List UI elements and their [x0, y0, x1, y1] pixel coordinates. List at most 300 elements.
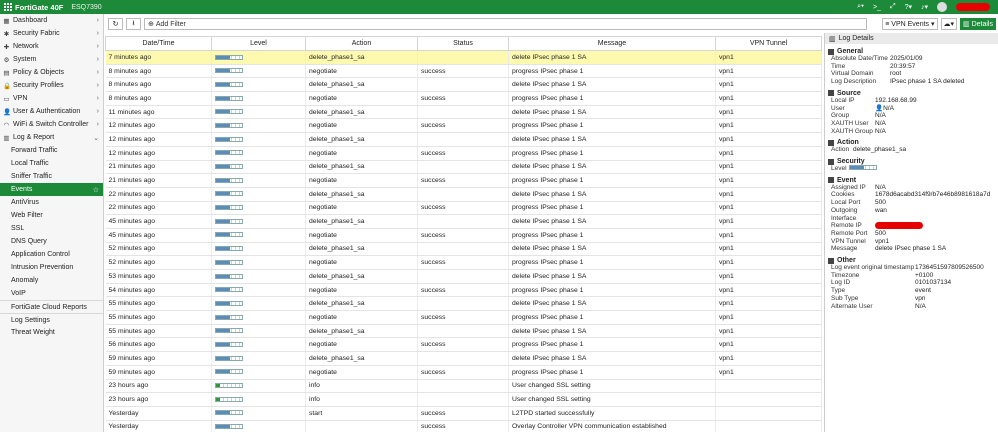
cell-action: negotiate: [306, 174, 418, 188]
sidebar-subitem-label: Anomaly: [11, 277, 39, 284]
cell-message: delete IPsec phase 1 SA: [509, 242, 716, 256]
level-fill: [216, 56, 230, 59]
detail-row: [828, 287, 995, 295]
cell-datetime: 12 minutes ago: [106, 146, 212, 160]
column-header-vpn-tunnel[interactable]: VPN Tunnel: [716, 37, 822, 51]
sidebar-subitem-local-traffic[interactable]: [0, 157, 103, 170]
sidebar-item-wifi-switch-controller[interactable]: [0, 118, 103, 131]
cell-status: [418, 393, 509, 407]
cell-level: [212, 92, 306, 106]
table-row[interactable]: [106, 420, 822, 432]
cell-datetime: 59 minutes ago: [106, 352, 212, 366]
level-fill: [850, 166, 864, 169]
detail-key: Local IP: [831, 96, 855, 104]
cell-vpn-tunnel: vpn1: [716, 174, 822, 188]
table-row[interactable]: [106, 283, 822, 297]
table-row[interactable]: [106, 242, 822, 256]
cell-message: Overlay Controller VPN communication established: [509, 420, 716, 432]
collapse-icon: [828, 49, 834, 55]
cell-datetime: 59 minutes ago: [106, 365, 212, 379]
table-row[interactable]: [106, 201, 822, 215]
log-table-container: [105, 36, 822, 432]
cell-message: progress IPsec phase 1: [509, 119, 716, 133]
cell-status: success: [418, 365, 509, 379]
detail-value: 1678d6acabd314f9/b7e46b8981618a7d: [875, 191, 991, 199]
detail-key: Time: [831, 62, 846, 70]
table-row[interactable]: [106, 174, 822, 188]
sidebar: [0, 14, 104, 432]
detail-key: Assigned IP: [831, 183, 866, 191]
redacted-remote-ip: [875, 222, 923, 229]
cell-vpn-tunnel: [716, 406, 822, 420]
sidebar-subitem-label: SSL: [11, 225, 25, 232]
detail-row: [828, 97, 995, 105]
detail-value: 0101037134: [915, 279, 952, 287]
cell-level: [212, 146, 306, 160]
sidebar-subitem-anomaly[interactable]: [0, 274, 103, 287]
sidebar-item-security-fabric[interactable]: [0, 27, 103, 40]
sidebar-subitem-fortigate-cloud-reports[interactable]: [0, 300, 103, 313]
cell-datetime: 21 minutes ago: [106, 174, 212, 188]
chevron-right-icon: ›: [96, 43, 99, 50]
cell-datetime: 55 minutes ago: [106, 311, 212, 325]
cell-message: delete IPsec phase 1 SA: [509, 133, 716, 147]
detail-key: Action: [831, 146, 850, 154]
sidebar-item-system[interactable]: [0, 53, 103, 66]
sidebar-subitem-web-filter[interactable]: [0, 209, 103, 222]
cell-status: success: [418, 311, 509, 325]
detail-row: [828, 295, 995, 303]
level-fill: [216, 110, 230, 113]
collapse-icon: [828, 177, 834, 183]
filter-bar[interactable]: [144, 18, 867, 30]
level-indicator: [215, 301, 243, 306]
table-row[interactable]: [106, 352, 822, 366]
table-row[interactable]: [106, 270, 822, 284]
section-title: Action: [837, 139, 859, 147]
detail-row: [828, 184, 995, 192]
column-header-level[interactable]: Level: [212, 37, 306, 51]
collapse-icon: [828, 140, 834, 146]
details-section-other[interactable]: [828, 257, 995, 264]
details-section-source[interactable]: [828, 90, 995, 97]
cell-message: delete IPsec phase 1 SA: [509, 270, 716, 284]
table-row[interactable]: [106, 215, 822, 229]
cell-status: success: [418, 201, 509, 215]
detail-value: wan: [875, 206, 887, 214]
cell-level: [212, 105, 306, 119]
table-row[interactable]: [106, 228, 822, 242]
cell-level: [212, 78, 306, 92]
level-fill: [216, 370, 230, 373]
detail-row: [828, 55, 995, 63]
level-indicator: [215, 82, 243, 87]
log-details-header: [825, 33, 998, 44]
cell-action: delete_phase1_sa: [306, 187, 418, 201]
vpn-icon: ▭: [3, 95, 10, 103]
help-icon[interactable]: ?▾: [904, 4, 912, 11]
log-location-dropdown[interactable]: [941, 18, 958, 30]
sidebar-item-label: Security Fabric: [13, 30, 60, 37]
cell-vpn-tunnel: vpn1: [716, 215, 822, 229]
section-title: General: [837, 48, 864, 55]
cell-vpn-tunnel: vpn1: [716, 160, 822, 174]
level-indicator: [215, 178, 243, 183]
cell-datetime: 11 minutes ago: [106, 105, 212, 119]
level-indicator: [215, 260, 243, 265]
cell-vpn-tunnel: vpn1: [716, 133, 822, 147]
cell-datetime: 8 minutes ago: [106, 78, 212, 92]
level-fill: [216, 247, 230, 250]
detail-key: Outgoing Interface: [831, 206, 858, 222]
redacted-username: [956, 3, 990, 11]
cell-datetime: 45 minutes ago: [106, 228, 212, 242]
table-row[interactable]: [106, 51, 822, 65]
table-row[interactable]: [106, 297, 822, 311]
details-toggle-button[interactable]: [960, 18, 996, 30]
details-section-general[interactable]: [828, 48, 995, 55]
table-row[interactable]: [106, 133, 822, 147]
detail-value: 192.168.68.99: [875, 96, 917, 104]
sidebar-subitem-label: DNS Query: [11, 238, 47, 245]
sidebar-item-label: WiFi & Switch Controller: [13, 121, 89, 128]
detail-row: [828, 264, 995, 272]
table-row[interactable]: [106, 324, 822, 338]
level-fill: [216, 288, 230, 291]
cell-action: negotiate: [306, 119, 418, 133]
level-indicator: [215, 356, 243, 361]
level-fill: [216, 97, 230, 100]
sidebar-subitem-forward-traffic[interactable]: [0, 144, 103, 157]
cell-level: [212, 420, 306, 432]
cell-datetime: 55 minutes ago: [106, 324, 212, 338]
sidebar-item-security-profiles[interactable]: [0, 79, 103, 92]
detail-key: Local Port: [831, 199, 861, 207]
download-button[interactable]: [126, 18, 141, 30]
cell-level: [212, 283, 306, 297]
level-fill: [216, 83, 230, 86]
sidebar-subitem-label: Local Traffic: [11, 160, 49, 167]
cell-level: [212, 352, 306, 366]
level-fill: [216, 220, 230, 223]
sidebar-subitem-events[interactable]: [0, 183, 103, 196]
level-fill: [216, 233, 230, 236]
chevron-right-icon: ›: [96, 69, 99, 76]
cell-action: delete_phase1_sa: [306, 215, 418, 229]
cell-message: delete IPsec phase 1 SA: [509, 51, 716, 65]
cell-status: success: [418, 256, 509, 270]
cell-status: [418, 133, 509, 147]
cell-status: success: [418, 338, 509, 352]
cell-action: negotiate: [306, 92, 418, 106]
vpn-events-dropdown[interactable]: [882, 18, 937, 30]
cell-vpn-tunnel: vpn1: [716, 256, 822, 270]
cell-level: [212, 64, 306, 78]
sidebar-item-user-authentication[interactable]: [0, 105, 103, 118]
detail-row: [828, 272, 995, 280]
sidebar-item-dashboard[interactable]: [0, 14, 103, 27]
vpn-events-label: VPN Events: [891, 20, 930, 28]
cell-datetime: 23 hours ago: [106, 379, 212, 393]
cell-message: progress IPsec phase 1: [509, 146, 716, 160]
refresh-icon: ↻: [112, 21, 119, 28]
cell-level: [212, 187, 306, 201]
cell-vpn-tunnel: vpn1: [716, 365, 822, 379]
sidebar-subitem-antivirus[interactable]: [0, 196, 103, 209]
level-indicator: [215, 274, 243, 279]
table-row[interactable]: [106, 119, 822, 133]
table-row[interactable]: [106, 146, 822, 160]
sidebar-subitem-threat-weight[interactable]: [0, 326, 103, 339]
detail-key: XAUTH Group: [831, 127, 873, 135]
cell-message: delete IPsec phase 1 SA: [509, 78, 716, 92]
cell-message: progress IPsec phase 1: [509, 174, 716, 188]
detail-value: event: [915, 287, 931, 295]
cell-vpn-tunnel: vpn1: [716, 51, 822, 65]
sidebar-subitem-label: Web Filter: [11, 212, 43, 219]
level-indicator: [215, 424, 243, 429]
level-indicator: [215, 191, 243, 196]
sidebar-item-label: Policy & Objects: [13, 69, 64, 76]
section-title: Other: [837, 257, 856, 265]
table-row[interactable]: [106, 393, 822, 407]
cell-vpn-tunnel: vpn1: [716, 92, 822, 106]
sidebar-subitem-dns-query[interactable]: [0, 235, 103, 248]
cell-level: [212, 242, 306, 256]
detail-value: N/A: [875, 127, 886, 135]
sidebar-item-network[interactable]: [0, 40, 103, 53]
refresh-button[interactable]: [108, 18, 123, 30]
cell-message: delete IPsec phase 1 SA: [509, 352, 716, 366]
level-indicator: [215, 123, 243, 128]
chevron-right-icon: ›: [96, 108, 99, 115]
cell-datetime: 23 hours ago: [106, 393, 212, 407]
level-fill: [216, 357, 230, 360]
detail-value: N/A: [875, 183, 886, 191]
level-fill: [216, 151, 230, 154]
table-row[interactable]: [106, 379, 822, 393]
column-header-action[interactable]: Action: [306, 37, 418, 51]
detail-value: 500: [875, 229, 886, 237]
chevron-right-icon: ›: [96, 95, 99, 102]
cell-action: delete_phase1_sa: [306, 78, 418, 92]
detail-row: [828, 128, 995, 136]
detail-row: [828, 112, 995, 120]
table-row[interactable]: [106, 78, 822, 92]
cell-datetime: 7 minutes ago: [106, 51, 212, 65]
cell-action: delete_phase1_sa: [306, 352, 418, 366]
table-row[interactable]: [106, 311, 822, 325]
sidebar-item-policy-objects[interactable]: [0, 66, 103, 79]
sidebar-subitem-label: Sniffer Traffic: [11, 173, 52, 180]
sidebar-item-label: System: [13, 56, 37, 63]
details-section-event[interactable]: [828, 177, 995, 184]
cell-vpn-tunnel: [716, 393, 822, 407]
sidebar-subitem-label: Forward Traffic: [11, 147, 58, 154]
cell-action: info: [306, 393, 418, 407]
sidebar-item-log-report[interactable]: [0, 131, 103, 144]
cell-level: [212, 365, 306, 379]
detail-row: [828, 146, 995, 154]
detail-row: [828, 222, 995, 230]
sidebar-subitem-ssl[interactable]: [0, 222, 103, 235]
cell-message: progress IPsec phase 1: [509, 311, 716, 325]
column-header-message[interactable]: Message: [509, 37, 716, 51]
table-row[interactable]: [106, 92, 822, 106]
table-row[interactable]: [106, 256, 822, 270]
cell-vpn-tunnel: vpn1: [716, 270, 822, 284]
cell-vpn-tunnel: vpn1: [716, 311, 822, 325]
level-indicator: [215, 137, 243, 142]
avatar[interactable]: [937, 2, 947, 12]
sidebar-subitem-label: AntiVirus: [11, 199, 39, 206]
column-header-date-time[interactable]: Date/Time: [106, 37, 212, 51]
sidebar-item-vpn[interactable]: [0, 92, 103, 105]
level-indicator: [215, 287, 243, 292]
product-name: FortiGate 40F: [15, 2, 64, 12]
detail-key: Cookies: [831, 191, 855, 199]
detail-key: Log event original timestamp: [831, 264, 915, 272]
cell-vpn-tunnel: vpn1: [716, 324, 822, 338]
level-indicator: [215, 164, 243, 169]
table-row[interactable]: [106, 64, 822, 78]
cell-level: [212, 338, 306, 352]
chevron-right-icon: ›: [96, 30, 99, 37]
detail-value: +0100: [915, 271, 934, 279]
detail-value: delete_phase1_sa: [853, 146, 907, 154]
cell-action: [306, 420, 418, 432]
fullscreen-icon[interactable]: ⤢: [889, 3, 896, 10]
sidebar-item-label: User & Authentication: [13, 108, 81, 115]
cell-action: info: [306, 379, 418, 393]
cell-level: [212, 119, 306, 133]
details-section-security[interactable]: [828, 158, 995, 165]
chart-icon: ▥: [3, 134, 10, 142]
table-row[interactable]: [106, 338, 822, 352]
detail-row: [828, 230, 995, 238]
sidebar-subitem-voip[interactable]: [0, 287, 103, 300]
cell-message: delete IPsec phase 1 SA: [509, 160, 716, 174]
sidebar-subitem-label: FortiGate Cloud Reports: [11, 303, 87, 311]
user-icon: 👤: [3, 108, 12, 116]
cli-console-icon[interactable]: >_: [872, 3, 881, 11]
cell-message: progress IPsec phase 1: [509, 92, 716, 106]
cell-vpn-tunnel: vpn1: [716, 228, 822, 242]
log-toolbar: [108, 17, 996, 31]
chevron-down-icon: ⌄: [93, 134, 99, 142]
detail-value: vpn1: [875, 237, 890, 245]
table-row[interactable]: [106, 187, 822, 201]
fortigate-logo[interactable]: [0, 3, 63, 12]
level-indicator: [215, 342, 243, 347]
event-log-table: [105, 36, 822, 432]
cell-action: start: [306, 406, 418, 420]
sidebar-subitem-log-settings[interactable]: [0, 313, 103, 326]
cell-vpn-tunnel: vpn1: [716, 352, 822, 366]
detail-row: [828, 70, 995, 78]
detail-key: Level: [831, 165, 847, 173]
detail-value: 20:39:57: [890, 62, 916, 70]
column-header-status[interactable]: Status: [418, 37, 509, 51]
cell-level: [212, 256, 306, 270]
fortinet-logo-icon: [4, 3, 12, 11]
search-icon[interactable]: ⌕▾: [857, 3, 864, 10]
cell-message: progress IPsec phase 1: [509, 338, 716, 352]
details-section-action[interactable]: [828, 139, 995, 146]
cell-level: [212, 311, 306, 325]
cell-datetime: Yesterday: [106, 420, 212, 432]
cell-action: delete_phase1_sa: [306, 133, 418, 147]
cell-status: success: [418, 174, 509, 188]
detail-key: Remote Port: [831, 229, 868, 237]
level-fill: [216, 206, 230, 209]
cell-datetime: 54 minutes ago: [106, 283, 212, 297]
cell-message: delete IPsec phase 1 SA: [509, 215, 716, 229]
table-row[interactable]: [106, 105, 822, 119]
level-fill: [216, 138, 230, 141]
sidebar-subitem-label: VoIP: [11, 290, 26, 297]
cell-status: [418, 379, 509, 393]
cell-datetime: 55 minutes ago: [106, 297, 212, 311]
sidebar-subitem-label: Intrusion Prevention: [11, 264, 74, 271]
level-indicator: [215, 315, 243, 320]
sidebar-subitem-label: Events: [11, 186, 33, 193]
detail-value: N/A: [875, 112, 886, 120]
wifi-icon: ◠: [3, 121, 10, 129]
detail-row: [828, 199, 995, 207]
level-indicator: [215, 205, 243, 210]
favorite-star-icon[interactable]: ☆: [92, 186, 99, 194]
table-row[interactable]: [106, 406, 822, 420]
cell-datetime: 22 minutes ago: [106, 187, 212, 201]
level-fill: [216, 69, 230, 72]
cell-status: success: [418, 406, 509, 420]
chevron-down-icon: ▾: [929, 21, 935, 28]
cell-level: [212, 406, 306, 420]
details-panel-icon: ▥: [829, 35, 836, 43]
sidebar-subitem-intrusion-prevention[interactable]: [0, 261, 103, 274]
table-row[interactable]: [106, 365, 822, 379]
level-indicator: [215, 397, 243, 402]
detail-key: Virtual Domain: [831, 70, 874, 78]
detail-row: [828, 165, 995, 173]
detail-value: 500: [875, 199, 886, 207]
cell-datetime: 21 minutes ago: [106, 160, 212, 174]
collapse-icon: [828, 159, 834, 165]
sidebar-subitem-application-control[interactable]: [0, 248, 103, 261]
detail-row: [828, 207, 995, 222]
notifications-bell-icon[interactable]: ♪▾: [920, 4, 928, 11]
detail-row: [828, 191, 995, 199]
level-indicator: [215, 410, 243, 415]
detail-value: 2025/01/09: [890, 55, 923, 62]
detail-row: [828, 78, 995, 86]
cell-status: [418, 160, 509, 174]
sidebar-subitem-sniffer-traffic[interactable]: [0, 170, 103, 183]
level-indicator: [215, 383, 243, 388]
cell-vpn-tunnel: vpn1: [716, 297, 822, 311]
detail-value: N/A: [875, 119, 886, 127]
chevron-right-icon: ›: [96, 56, 99, 63]
cell-level: [212, 228, 306, 242]
level-fill: [216, 179, 230, 182]
cell-action: negotiate: [306, 311, 418, 325]
table-row[interactable]: [106, 160, 822, 174]
cell-vpn-tunnel: vpn1: [716, 64, 822, 78]
cell-message: delete IPsec phase 1 SA: [509, 324, 716, 338]
detail-value: delete IPsec phase 1 SA: [875, 245, 947, 253]
cell-message: progress IPsec phase 1: [509, 201, 716, 215]
